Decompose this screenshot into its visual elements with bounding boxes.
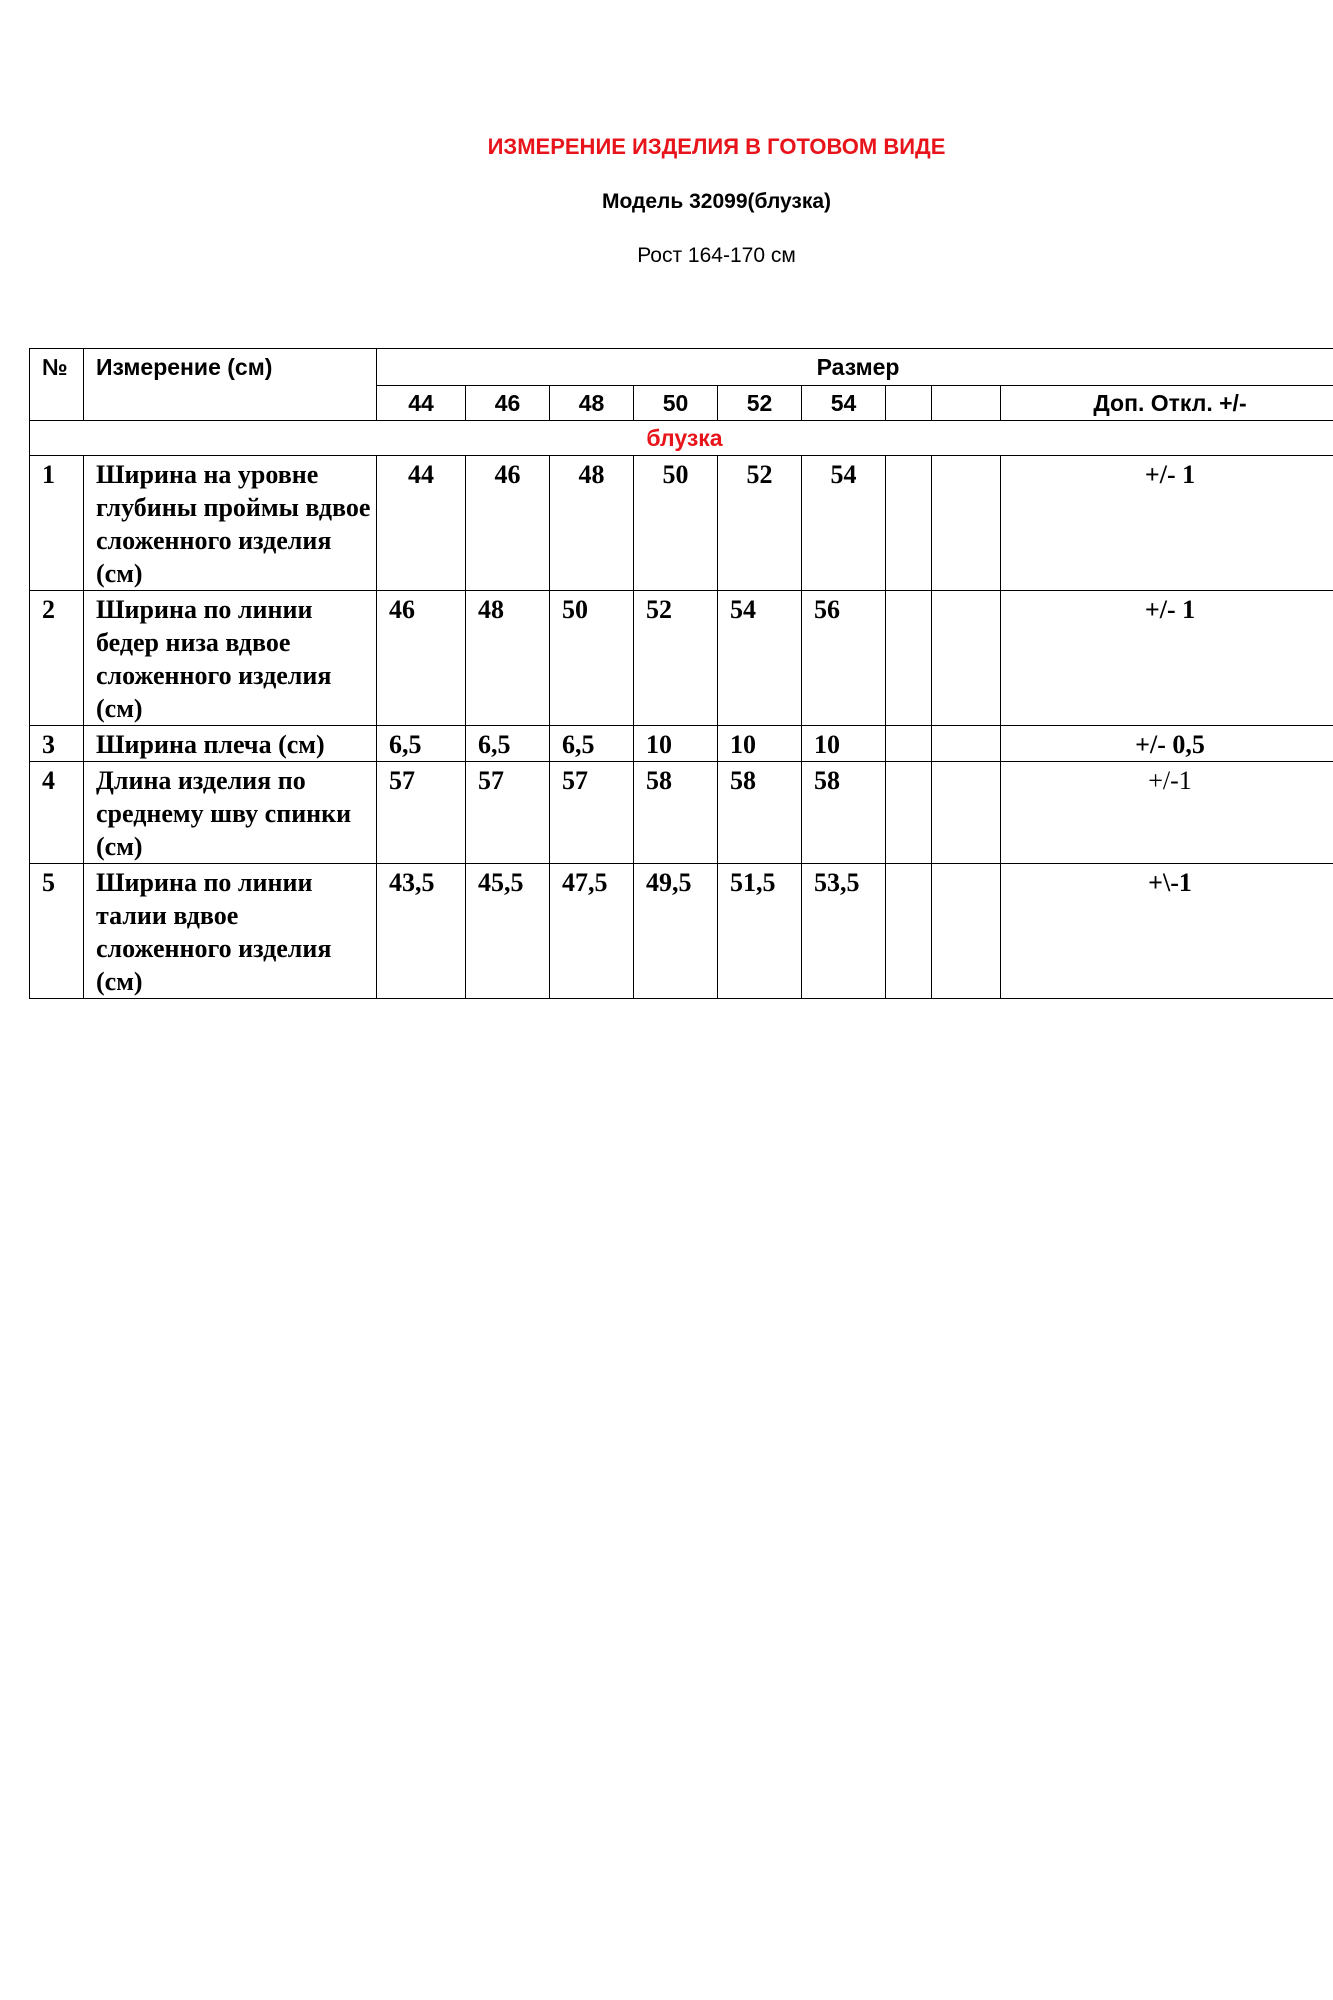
row-number: 5 bbox=[30, 864, 84, 999]
value-cell: 54 bbox=[802, 456, 886, 591]
value-cell: 52 bbox=[634, 591, 718, 726]
table-row bbox=[30, 456, 1333, 591]
table-row bbox=[30, 726, 1333, 762]
value-cell bbox=[886, 762, 932, 864]
value-cell: 47,5 bbox=[550, 864, 634, 999]
size-cell: 46 bbox=[466, 386, 550, 421]
value-cell: 44 bbox=[377, 456, 466, 591]
value-cell: 56 bbox=[802, 591, 886, 726]
value-cell: 53,5 bbox=[802, 864, 886, 999]
size-cell: 50 bbox=[634, 386, 718, 421]
header-measurement: Измерение (см) bbox=[84, 349, 377, 421]
value-cell: 6,5 bbox=[550, 726, 634, 762]
section-row bbox=[30, 421, 1333, 456]
header-tolerance: Доп. Откл. +/- bbox=[1001, 386, 1333, 421]
measurement-name: Ширина плеча (см) bbox=[84, 726, 377, 762]
value-cell: 46 bbox=[377, 591, 466, 726]
size-cell: 52 bbox=[718, 386, 802, 421]
value-cell bbox=[886, 726, 932, 762]
value-cell: 46 bbox=[466, 456, 550, 591]
measurement-name: Ширина по линии бедер низа вдвое сложенного изделия (см) bbox=[84, 591, 377, 726]
value-cell: 10 bbox=[718, 726, 802, 762]
measurement-name: Ширина по линии талии вдвое сложенного изделия (см) bbox=[84, 864, 377, 999]
value-cell: 45,5 bbox=[466, 864, 550, 999]
value-cell: 51,5 bbox=[718, 864, 802, 999]
row-number: 3 bbox=[30, 726, 84, 762]
value-cell bbox=[932, 456, 1001, 591]
value-cell: 52 bbox=[718, 456, 802, 591]
table-row bbox=[30, 762, 1333, 864]
value-cell bbox=[886, 456, 932, 591]
tolerance-cell: +/- 1 bbox=[1001, 456, 1333, 591]
value-cell: 57 bbox=[550, 762, 634, 864]
measurement-name: Длина изделия по среднему шву спинки (см) bbox=[84, 762, 377, 864]
value-cell: 48 bbox=[466, 591, 550, 726]
section-label: блузка bbox=[30, 421, 1333, 456]
table-row bbox=[30, 591, 1333, 726]
value-cell bbox=[932, 726, 1001, 762]
table-row bbox=[30, 864, 1333, 999]
tolerance-cell: +\-1 bbox=[1001, 864, 1333, 999]
size-cell: 48 bbox=[550, 386, 634, 421]
row-number: 4 bbox=[30, 762, 84, 864]
value-cell: 48 bbox=[550, 456, 634, 591]
tolerance-cell: +/- 0,5 bbox=[1001, 726, 1333, 762]
value-cell: 58 bbox=[802, 762, 886, 864]
header-no: № bbox=[30, 349, 84, 421]
document-title: ИЗМЕРЕНИЕ ИЗДЕЛИЯ В ГОТОВОМ ВИДЕ bbox=[487, 134, 946, 159]
value-cell: 6,5 bbox=[466, 726, 550, 762]
value-cell: 54 bbox=[718, 591, 802, 726]
value-cell: 57 bbox=[377, 762, 466, 864]
size-cell bbox=[932, 386, 1001, 421]
value-cell: 50 bbox=[634, 456, 718, 591]
tolerance-cell: +/- 1 bbox=[1001, 591, 1333, 726]
value-cell bbox=[932, 762, 1001, 864]
value-cell bbox=[932, 591, 1001, 726]
size-cell bbox=[886, 386, 932, 421]
value-cell bbox=[886, 864, 932, 999]
row-number: 1 bbox=[30, 456, 84, 591]
value-cell: 10 bbox=[634, 726, 718, 762]
size-cell: 44 bbox=[377, 386, 466, 421]
value-cell: 58 bbox=[634, 762, 718, 864]
size-table bbox=[29, 348, 1333, 999]
header-size: Размер bbox=[377, 349, 1333, 386]
value-cell: 50 bbox=[550, 591, 634, 726]
value-cell: 43,5 bbox=[377, 864, 466, 999]
table-header-row bbox=[30, 349, 1333, 386]
measurement-name: Ширина на уровне глубины проймы вдвое сложенного изделия (см) bbox=[84, 456, 377, 591]
value-cell: 10 bbox=[802, 726, 886, 762]
row-number: 2 bbox=[30, 591, 84, 726]
tolerance-cell: +/-1 bbox=[1001, 762, 1333, 864]
value-cell bbox=[932, 864, 1001, 999]
value-cell bbox=[886, 591, 932, 726]
height-range: Рост 164-170 см bbox=[637, 244, 796, 267]
value-cell: 58 bbox=[718, 762, 802, 864]
value-cell: 57 bbox=[466, 762, 550, 864]
size-cell: 54 bbox=[802, 386, 886, 421]
value-cell: 6,5 bbox=[377, 726, 466, 762]
model-name: Модель 32099(блузка) bbox=[601, 190, 832, 213]
value-cell: 49,5 bbox=[634, 864, 718, 999]
